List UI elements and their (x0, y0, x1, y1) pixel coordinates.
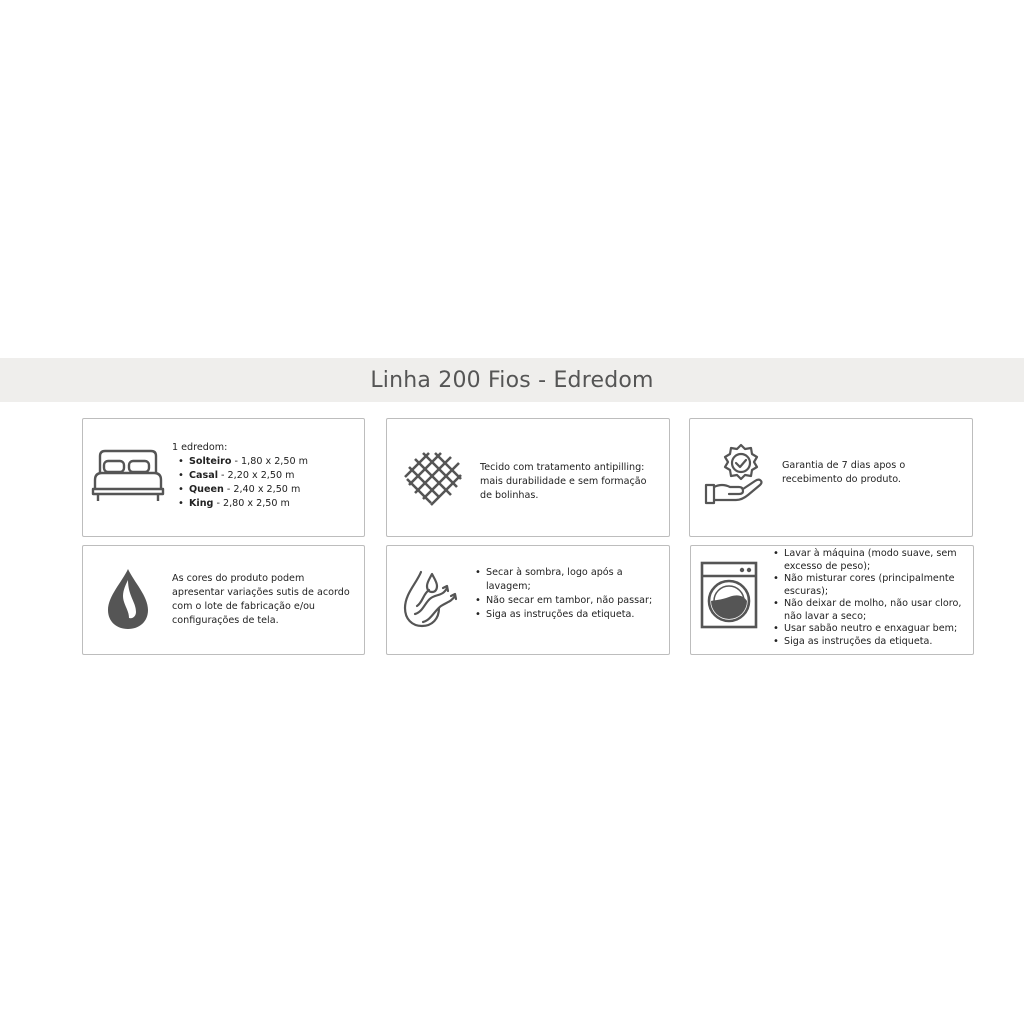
washing-card (690, 545, 974, 655)
list-item: • Casal - 2,20 x 2,50 m (189, 469, 362, 483)
drop-icon (103, 566, 153, 632)
colors-card (82, 545, 365, 655)
list-item: • Siga as instruções da etiqueta. (784, 636, 972, 649)
sizes-intro: 1 edredom: (172, 442, 228, 453)
fabric-card (386, 418, 670, 537)
sizes-text (172, 441, 362, 511)
title-banner (0, 358, 1024, 402)
list-item: • Lavar à máquina (modo suave, sem excesso de peso); (784, 548, 972, 573)
list-item: • Não deixar de molho, não usar cloro, não lavar a seco; (784, 598, 972, 623)
washing-text (767, 548, 972, 648)
warranty-card (689, 418, 973, 537)
list-item: • Queen - 2,40 x 2,50 m (189, 483, 362, 497)
drying-list (469, 566, 659, 622)
sizes-card (82, 418, 365, 537)
fabric-text: Tecido com tratamento antipilling: mais durabilidade e sem formação de bolinhas. (480, 462, 647, 501)
washing-list (767, 548, 972, 648)
sizes-list (172, 455, 362, 511)
page-title: Linha 200 Fios - Edredom (370, 367, 654, 393)
list-item: • Não misturar cores (principalmente escuras); (784, 573, 972, 598)
list-item: • Secar à sombra, logo após a lavagem; (486, 566, 659, 594)
list-item: • Usar sabão neutro e enxaguar bem; (784, 623, 972, 636)
list-item: • Solteiro - 1,80 x 2,50 m (189, 455, 362, 469)
warranty-text: Garantia de 7 dias apos o recebimento do produto. (782, 460, 906, 485)
woven-fabric-icon (401, 449, 467, 511)
drying-icon (401, 566, 463, 632)
list-item: • King - 2,80 x 2,50 m (189, 497, 362, 511)
colors-text: As cores do produto podem apresentar variações sutis de acordo com o lote de fabricação e/ou configurações de tela. (172, 573, 350, 626)
bed-icon (91, 447, 165, 505)
washing-machine-icon (699, 560, 759, 630)
list-item: • Não secar em tambor, não passar; (486, 594, 659, 608)
list-item: • Siga as instruções da etiqueta. (486, 608, 659, 622)
drying-card (386, 545, 670, 655)
drying-text (469, 566, 659, 622)
hand-warranty-badge-icon (704, 443, 768, 507)
